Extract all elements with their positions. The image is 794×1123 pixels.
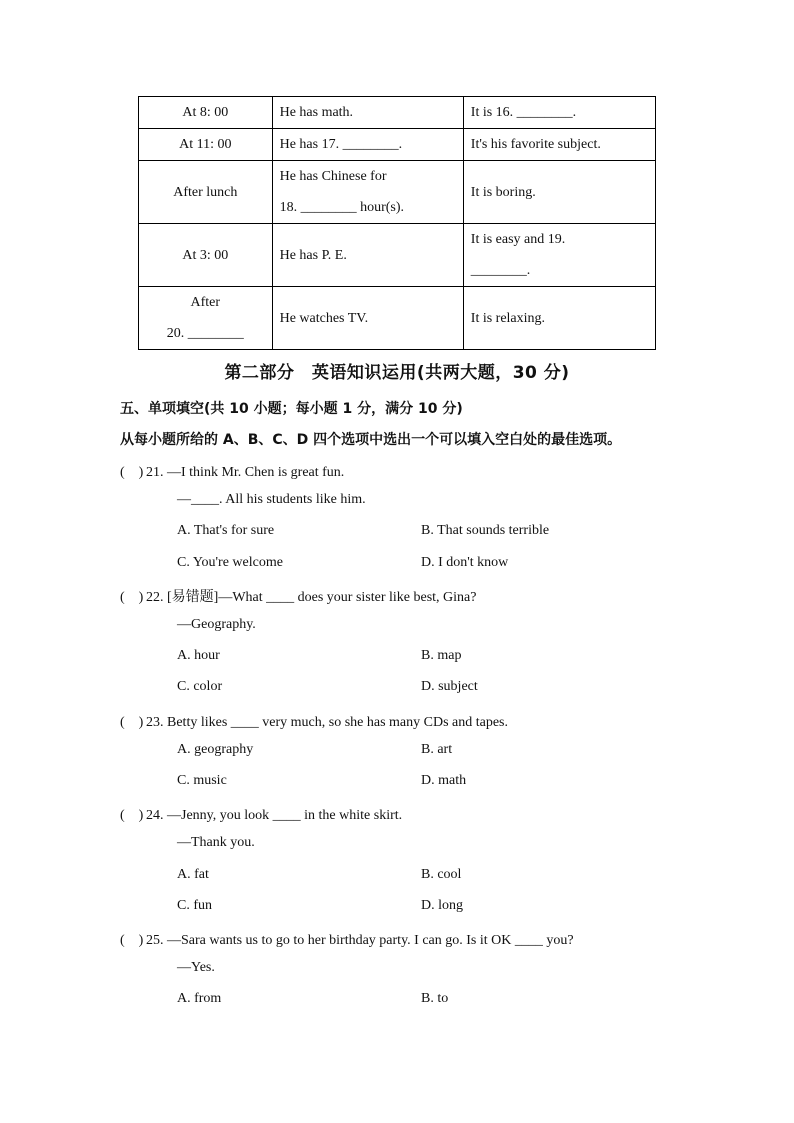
comment-cell: It's his favorite subject. [463, 129, 655, 161]
time-cell: At 3: 00 [139, 224, 273, 287]
question-reply: —Thank you. [177, 835, 255, 850]
answer-blank: ( ) [120, 715, 144, 730]
activity-line: 18. ________ hour(s). [279, 200, 405, 215]
comment-cell: It is relaxing. [463, 287, 655, 350]
comment-cell: It is 16. ________. [463, 97, 655, 129]
comment-cell [463, 224, 655, 287]
question-reply: —Yes. [177, 960, 215, 975]
option-d: D. I don't know [421, 555, 509, 570]
option-c: C. color [177, 679, 223, 694]
option-b: B. That sounds terrible [421, 523, 550, 538]
question-23 [120, 711, 508, 731]
time-line: After [190, 295, 221, 310]
table-row [139, 129, 656, 161]
option-c: C. music [177, 773, 227, 788]
option-b: B. art [421, 742, 453, 757]
answer-blank: ( ) [120, 590, 144, 605]
option-b: B. to [421, 991, 449, 1006]
comment-cell: It is boring. [463, 161, 655, 224]
question-text: 25. —Sara wants us to go to her birthday party. I can go. Is it OK ____ you? [146, 933, 574, 948]
question-text: 22. [易错题]—What ____ does your sister like best, Gina? [146, 590, 477, 605]
option-d: D. subject [421, 679, 478, 694]
option-a: A. hour [177, 648, 220, 663]
question-21 [120, 461, 344, 481]
time-cell: After lunch [139, 161, 273, 224]
answer-blank: ( ) [120, 465, 144, 480]
question-24 [120, 804, 402, 824]
option-b: B. map [421, 648, 462, 663]
option-a: A. geography [177, 742, 254, 757]
activity-line: He has Chinese for [279, 169, 387, 184]
activity-cell: He has P. E. [272, 224, 463, 287]
time-cell [139, 287, 273, 350]
instructions: 从每小题所给的 A、B、C、D 四个选项中选出一个可以填入空白处的最佳选项。 [120, 432, 622, 448]
activity-cell: He has math. [272, 97, 463, 129]
table-row [139, 97, 656, 129]
option-d: D. long [421, 898, 463, 913]
option-c: C. You're welcome [177, 555, 283, 570]
question-reply: —Geography. [177, 617, 256, 632]
time-cell: At 8: 00 [139, 97, 273, 129]
activity-cell: He watches TV. [272, 287, 463, 350]
table-row [139, 287, 656, 350]
option-b: B. cool [421, 867, 462, 882]
comment-line: ________. [470, 263, 531, 278]
answer-blank: ( ) [120, 808, 144, 823]
option-d: D. math [421, 773, 467, 788]
schedule-table [138, 96, 656, 350]
question-text: 21. —I think Mr. Chen is great fun. [146, 465, 345, 480]
question-22 [120, 586, 477, 606]
question-reply: —____. All his students like him. [177, 492, 366, 507]
option-c: C. fun [177, 898, 212, 913]
option-a: A. from [177, 991, 222, 1006]
time-cell: At 11: 00 [139, 129, 273, 161]
answer-blank: ( ) [120, 933, 144, 948]
time-line: 20. ________ [166, 326, 244, 341]
comment-line: It is easy and 19. [470, 232, 566, 247]
question-25 [120, 929, 574, 949]
option-a: A. That's for sure [177, 523, 275, 538]
question-text: 23. Betty likes ____ very much, so she has many CDs and tapes. [146, 715, 509, 730]
question-text: 24. —Jenny, you look ____ in the white skirt. [146, 808, 403, 823]
part-title: 第二部分 英语知识运用(共两大题，30 分) [224, 363, 570, 383]
table-row [139, 161, 656, 224]
section-title: 五、单项填空(共 10 小题；每小题 1 分，满分 10 分) [120, 401, 463, 417]
option-a: A. fat [177, 867, 209, 882]
activity-cell [272, 161, 463, 224]
activity-cell: He has 17. ________. [272, 129, 463, 161]
table-row [139, 224, 656, 287]
